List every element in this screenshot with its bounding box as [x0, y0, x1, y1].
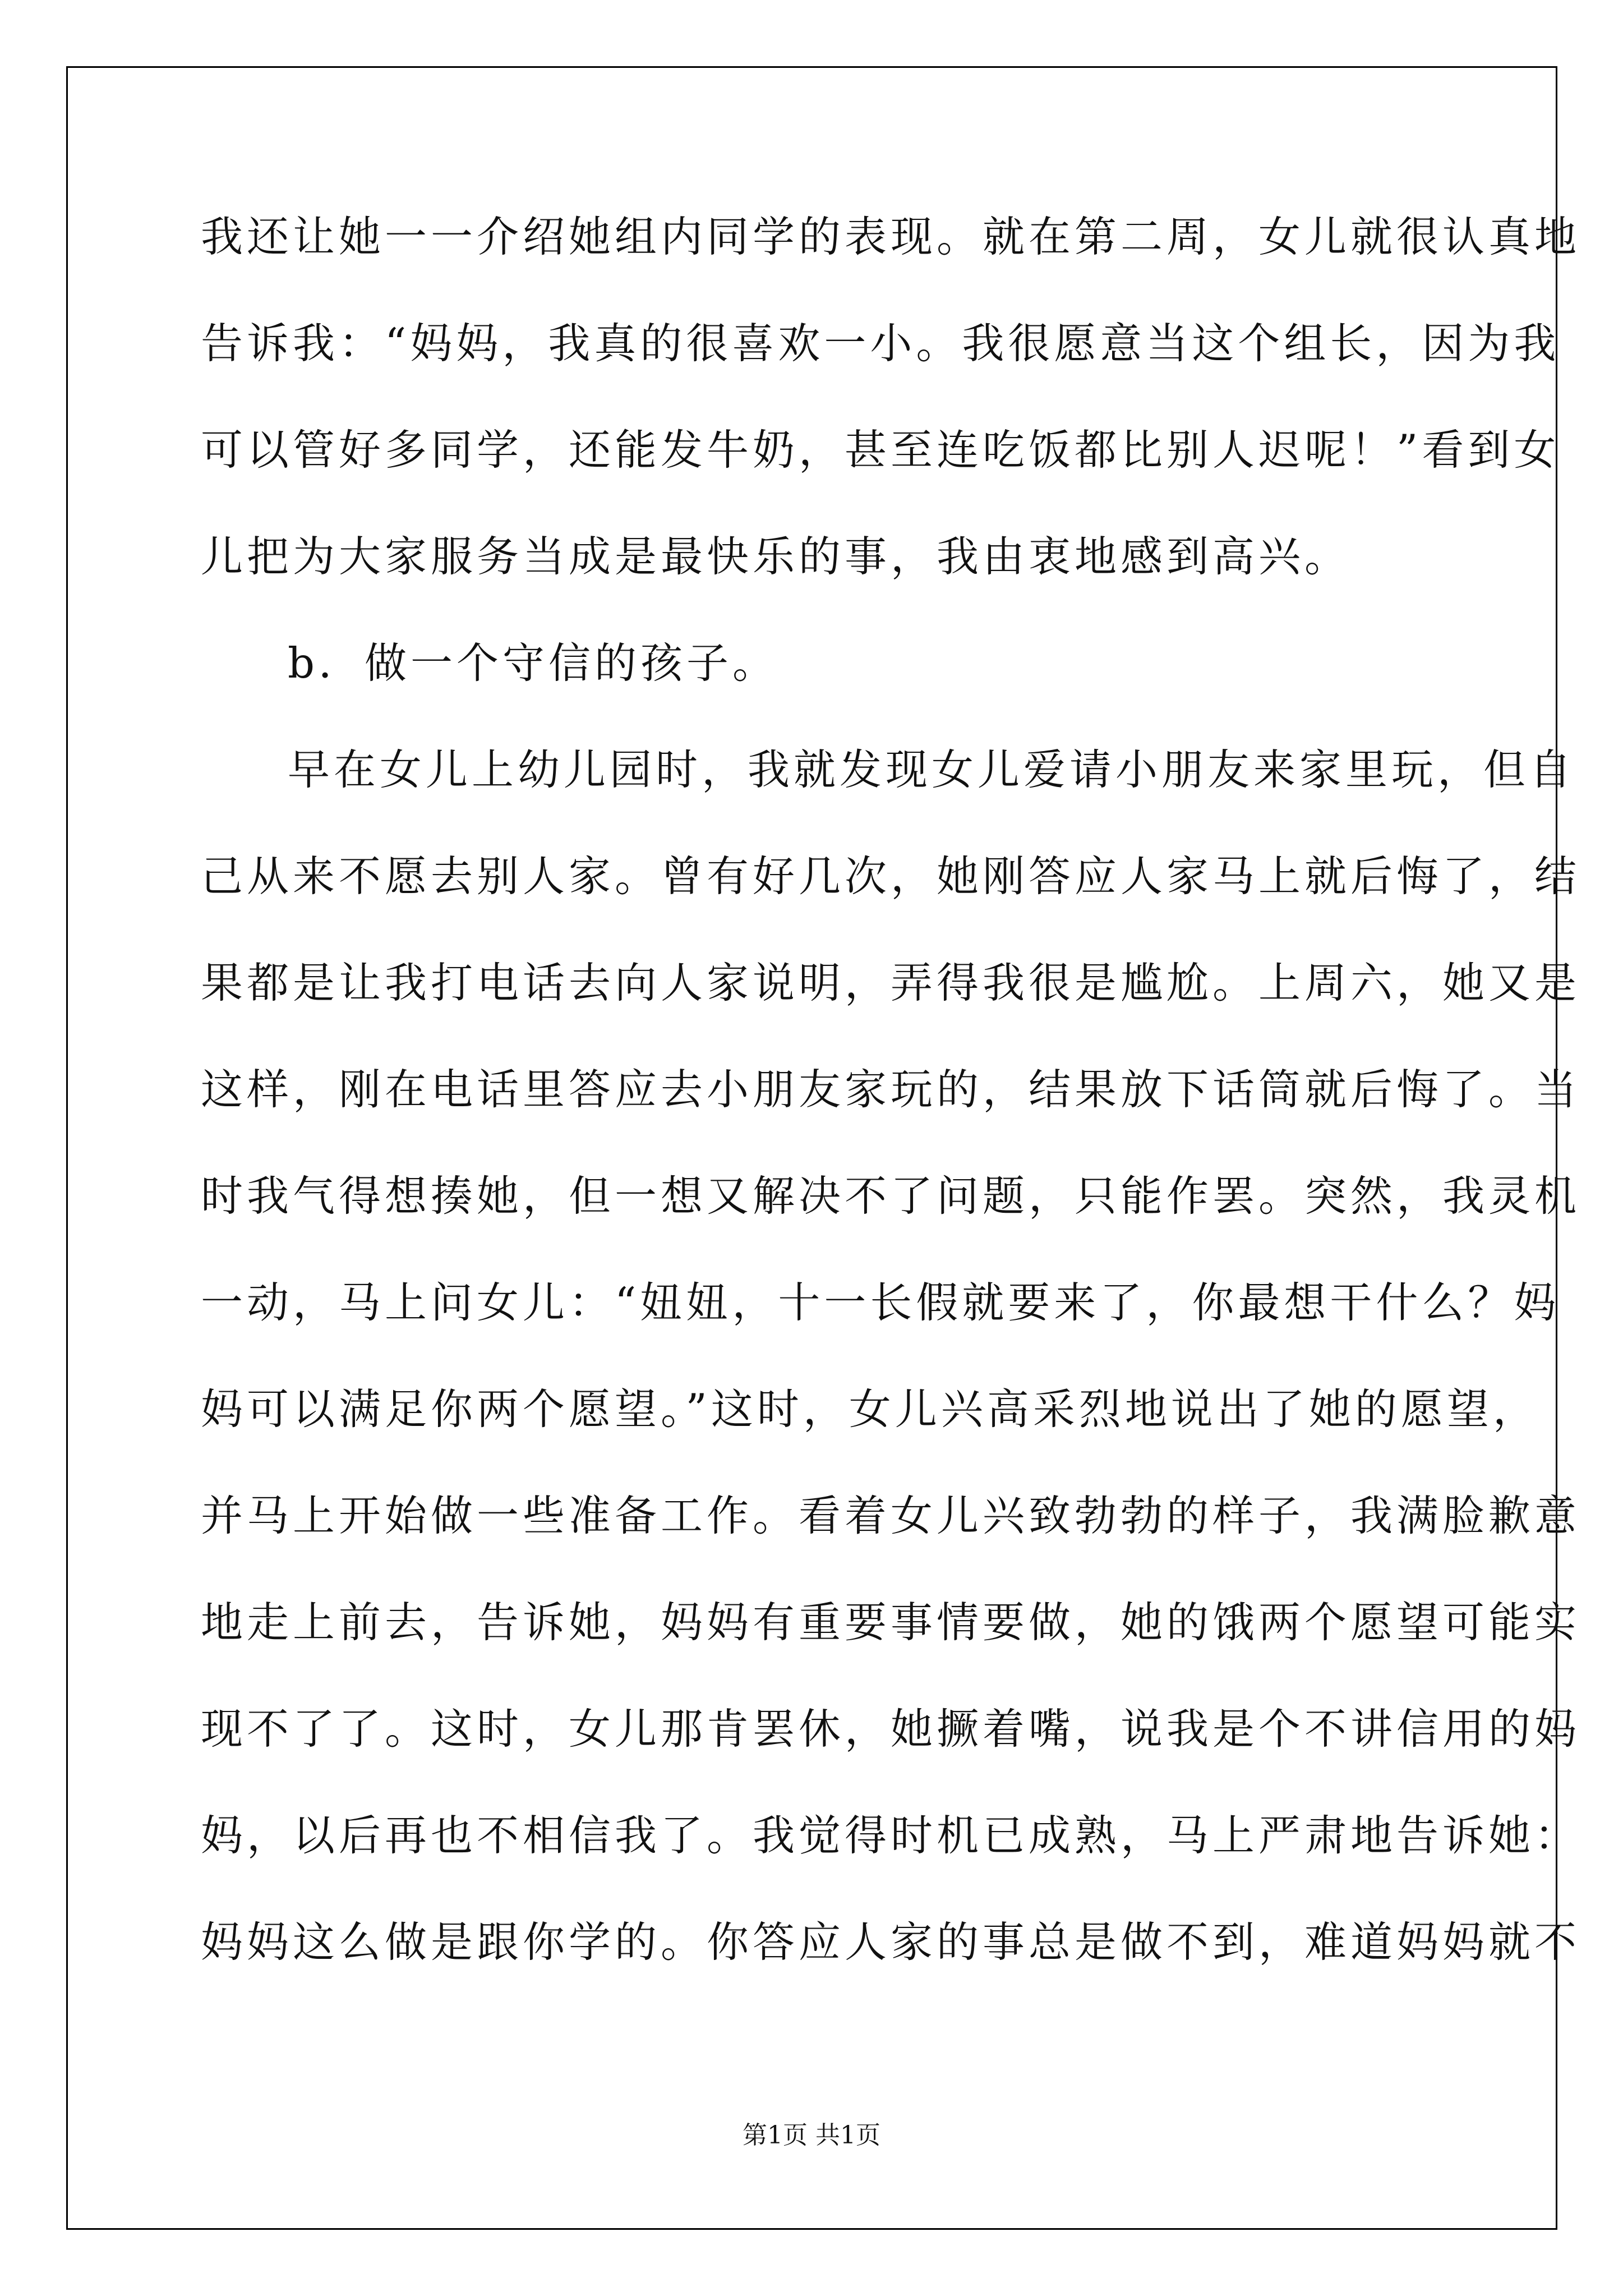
text-line: 可以管好多同学，还能发牛奶，甚至连吃饭都比别人迟呢！”看到女 [201, 425, 1560, 475]
text-line: 己从来不愿去别人家。曾有好几次，她刚答应人家马上就后悔了，结 [201, 852, 1581, 901]
text-line: 早在女儿上幼儿园时，我就发现女儿爱请小朋友来家里玩，但自 [288, 745, 1576, 794]
text-line: 并马上开始做一些准备工作。看着女儿兴致勃勃的样子，我满脸歉意 [201, 1491, 1581, 1540]
page-footer: 第1页 共1页 [743, 2121, 880, 2150]
text-line: 地走上前去，告诉她，妈妈有重要事情要做，她的饿两个愿望可能实 [201, 1598, 1581, 1647]
text-line: 果都是让我打电话去向人家说明，弄得我很是尴尬。上周六，她又是 [201, 958, 1581, 1007]
text-line: 我还让她一一介绍她组内同学的表现。就在第二周，女儿就很认真地 [201, 212, 1581, 261]
text-line: 妈可以满足你两个愿望。”这时，女儿兴高采烈地说出了她的愿望， [201, 1384, 1539, 1434]
text-line: 一动，马上问女儿：“妞妞，十一长假就要来了，你最想干什么？妈 [201, 1278, 1560, 1327]
text-line: 现不了了。这时，女儿那肯罢休，她撅着嘴，说我是个不讲信用的妈 [201, 1704, 1581, 1754]
document-body [201, 212, 1581, 2028]
text-line: 这样，刚在电话里答应去小朋友家玩的，结果放下话筒就后悔了。当 [201, 1065, 1581, 1114]
text-line: 妈妈这么做是跟你学的。你答应人家的事总是做不到，难道妈妈就不 [201, 1917, 1581, 1967]
text-line: 儿把为大家服务当成是最快乐的事，我由衷地感到高兴。 [201, 532, 1351, 581]
text-line: 告诉我：“妈妈，我真的很喜欢一小。我很愿意当这个组长，因为我 [201, 319, 1560, 368]
text-line: 时我气得想揍她，但一想又解决不了问题，只能作罢。突然，我灵机 [201, 1171, 1581, 1221]
text-line: 妈，以后再也不相信我了。我觉得时机已成熟，马上严肃地告诉她： [201, 1811, 1581, 1860]
text-line: b．做一个守信的孩子。 [288, 638, 779, 688]
